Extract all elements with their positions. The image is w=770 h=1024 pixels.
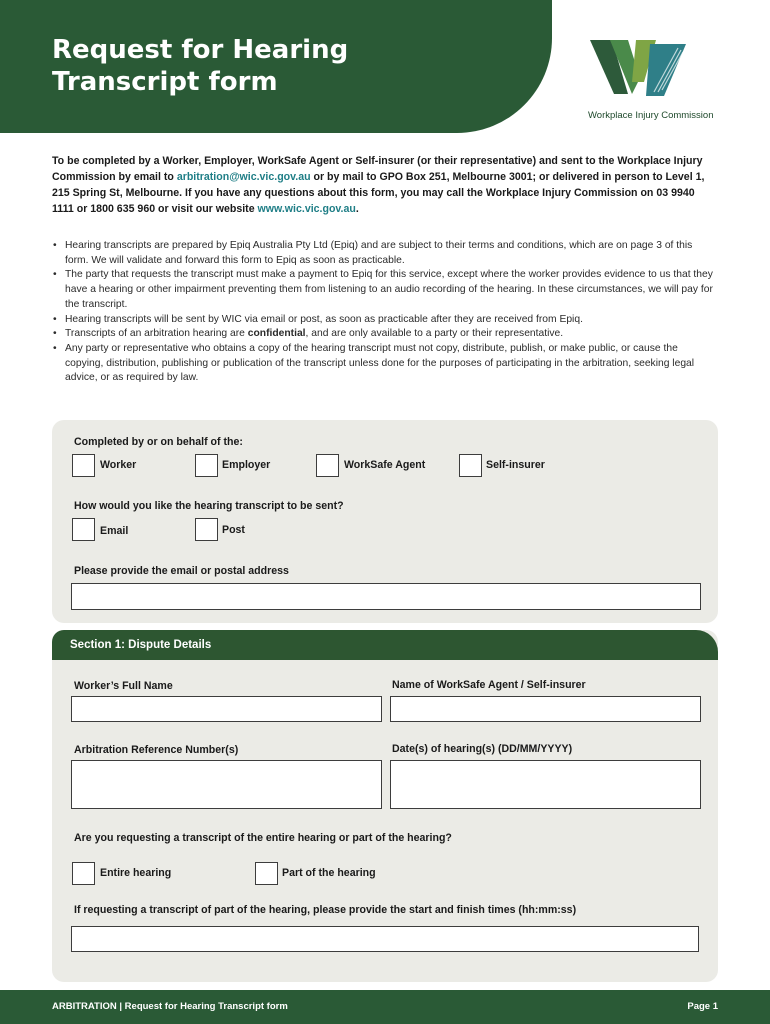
hearing-dates-input[interactable] (390, 760, 701, 809)
entire-hearing-label: Entire hearing (100, 867, 172, 879)
intro-paragraph (52, 153, 718, 217)
arbitration-email-link[interactable]: arbitration@wic.vic.gov.au (176, 171, 311, 183)
title-line-1: Request for Hearing (52, 35, 349, 65)
intro-text-3: . (355, 203, 359, 215)
website-link[interactable]: www.wic.vic.gov.au (257, 203, 356, 215)
title-line-2: Transcript form (52, 67, 278, 97)
self-insurer-option-label: Self-insurer (486, 459, 545, 471)
section-1-header: Section 1: Dispute Details (52, 630, 718, 660)
send-method-question: How would you like the hearing transcript to be sent? (74, 500, 344, 512)
page-number: Page 1 (687, 1001, 718, 1012)
times-input[interactable] (71, 926, 699, 952)
transcript-scope-question: Are you requesting a transcript of the entire hearing or part of the hearing? (74, 832, 452, 844)
hearing-dates-label: Date(s) of hearing(s) (DD/MM/YYYY) (392, 743, 573, 755)
part-hearing-checkbox[interactable] (255, 862, 278, 885)
page-title (52, 34, 412, 98)
post-checkbox[interactable] (195, 518, 218, 541)
logo-wordmark: Workplace Injury Commission (588, 110, 714, 121)
address-input[interactable] (71, 583, 701, 610)
intro-text-2: or by mail to GPO Box 251, Melbourne 3001; or delivered in person to Level 1, 215 Spring St, Melbourne. If you have any questions about this form, you may call the Workplace Injury Commission on 03 9940 1111 or 1800 635 960 or visit our website (52, 171, 705, 215)
info-bullet-list (52, 239, 718, 386)
requester-panel (52, 420, 718, 623)
agent-name-label: Name of WorkSafe Agent / Self-insurer (392, 679, 586, 691)
footer-title: ARBITRATION | Request for Hearing Transcript form (52, 1001, 288, 1012)
worker-name-label: Worker’s Full Name (74, 680, 173, 692)
confidential-emphasis: confidential (247, 328, 306, 340)
arbitration-ref-input[interactable] (71, 760, 382, 809)
post-option-label: Post (222, 524, 245, 536)
email-checkbox[interactable] (72, 518, 95, 541)
part-hearing-label: Part of the hearing (282, 867, 376, 879)
entire-hearing-checkbox[interactable] (72, 862, 95, 885)
list-item: • The party that requests the transcript must make a payment to Epiq for this service, except where the worker provides evidence to us that they have a hearing or other impairment preventing them from listening to an audio recording of the hearing. In these circumstances, we will pay for the transcript. (52, 268, 718, 312)
agent-name-input[interactable] (390, 696, 701, 722)
address-label: Please provide the email or postal address (74, 565, 289, 577)
employer-option-label: Employer (222, 459, 271, 471)
worker-checkbox[interactable] (72, 454, 95, 477)
worksafe-agent-checkbox[interactable] (316, 454, 339, 477)
worker-option-label: Worker (100, 459, 137, 471)
page-footer (0, 990, 770, 1024)
worksafe-agent-option-label: WorkSafe Agent (344, 459, 426, 471)
list-item (52, 327, 718, 342)
dispute-details-panel (52, 630, 718, 982)
employer-checkbox[interactable] (195, 454, 218, 477)
wic-logo-mark-icon (588, 38, 688, 102)
intro-text-1: To be completed by a Worker, Employer, WorkSafe Agent or Self-insurer (or their representative) and sent to the Workplace Injury Commission by email to (52, 155, 703, 183)
completed-by-label: Completed by or on behalf of the: (74, 436, 243, 448)
worker-name-input[interactable] (71, 696, 382, 722)
wic-logo (588, 38, 714, 124)
list-item: • Any party or representative who obtains a copy of the hearing transcript must not copy, distribute, publish, or make public, or cause the copying, distribution, publishing or publication of the transcript unless done for the purposes of participating in the arbitration, seeking legal advice, or as required by law. (52, 342, 718, 386)
list-item: • Hearing transcripts will be sent by WIC via email or post, as soon as practicable after they are received from Epiq. (52, 313, 718, 328)
bullet-text: , and are only available to a party or their representative. (305, 328, 564, 340)
list-item: • Hearing transcripts are prepared by Epiq Australia Pty Ltd (Epiq) and are subject to their terms and conditions, which are on page 3 of this form. We will validate and forward this form to Epiq as soon as practicable. (52, 239, 718, 268)
bullet-text: Transcripts of an arbitration hearing are (65, 328, 248, 340)
arbitration-ref-label: Arbitration Reference Number(s) (74, 744, 239, 756)
times-label: If requesting a transcript of part of the hearing, please provide the start and finish times (hh:mm:ss) (74, 904, 577, 916)
self-insurer-checkbox[interactable] (459, 454, 482, 477)
email-option-label: Email (100, 525, 129, 537)
